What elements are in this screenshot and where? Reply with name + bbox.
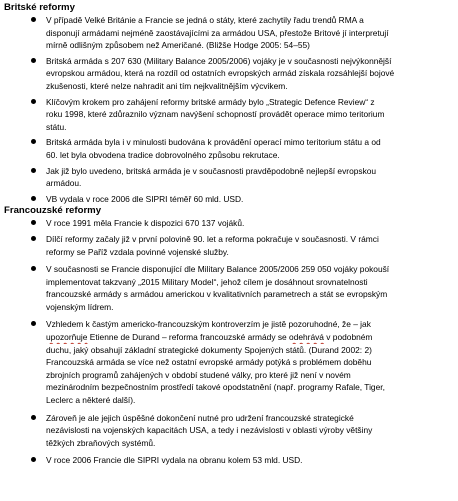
list-item — [0, 233, 458, 258]
list-item — [0, 193, 458, 206]
text-line: V roce 1991 měla Francie k dispozici 670 137 vojáků. — [46, 218, 245, 229]
list-item — [0, 412, 458, 450]
list-item — [0, 165, 458, 190]
text-line: reformy se Paříž vzdala povinné vojenské služby. — [46, 246, 229, 257]
text-line: mírně odlišným způsobem než Američané. (Bližše Hodge 2005: 54–55) — [46, 40, 310, 51]
bullet-icon — [31, 58, 36, 63]
list-item — [0, 14, 458, 52]
text-line: Dílčí reformy začaly již v první polovině 90. let a reforma pokračuje v současnosti. V rámci — [46, 233, 379, 244]
text-line: implementovat takzvaný „2015 Military Model“, jehož cílem je dosáhnout srovnatelnosti — [46, 276, 368, 287]
text-line: VB vydala v roce 2006 dle SIPRI téměř 60 mld. USD. — [46, 193, 244, 204]
text-line: Zároveň je ale jejich úspěšné dokončení nutné pro udržení francouzské strategické — [46, 412, 354, 423]
list-item — [0, 263, 458, 313]
text-line: disponují armádami nejméně zaostávajícími za armádou USA, přestože Britové jí interpretují — [46, 27, 389, 38]
text-line: armádou. — [46, 178, 82, 189]
bullet-icon — [31, 415, 36, 420]
text-line: Leclerc a některé další). — [46, 395, 136, 406]
bullet-list — [0, 14, 458, 205]
bullet-icon — [31, 17, 36, 22]
text-line: V současnosti se Francie disponující dle Military Balance 2005/2006 259 050 vojáky pokouší — [46, 264, 390, 275]
text-line: nezávislosti na vojenských kapacitách USA, a tedy i nezávislosti v oblasti výroby většiny — [46, 425, 373, 436]
bullet-icon — [31, 457, 36, 462]
text-line: V případě Velké Británie a Francie se jedná o státy, které zachytily řadu trendů RMA a — [46, 15, 364, 25]
text-line: upozorňuje Etienne de Durand – reforma francouzské armády se odehrává v podobném — [46, 332, 373, 343]
bullet-icon — [31, 139, 36, 144]
section-heading: Francouzské reformy — [4, 205, 102, 217]
text-line: zbrojních programů zahájených v období studené války, pro které již není v novém — [46, 369, 351, 380]
text-line: Klíčovým krokem pro zahájení reformy britské armády bylo „Strategic Defence Review“ z — [46, 96, 375, 107]
text-line: těžkých zbraňových systémů. — [46, 437, 156, 448]
text-line: státu. — [46, 121, 67, 132]
bullet-icon — [31, 236, 36, 241]
text-line: roku 1998, které zdůraznilo význam navýšení schopností provádět operace mimo teritorium — [46, 109, 385, 120]
text-line: Jak již bylo uvedeno, britská armáda je v současnosti pravděpodobně nejlepší evropskou — [46, 165, 377, 176]
text-line: vojenským lídrem. — [46, 301, 114, 312]
text-line: duchu, jaký obsahují základní strategické dokumenty Spojených států. (Durand 2002: 2) — [46, 344, 372, 355]
text-line: francouzské armády s armádou americkou v kvalitativních parametrech a stát se evropským — [46, 289, 388, 300]
list-item — [0, 136, 458, 161]
section-british-reforms — [0, 2, 458, 205]
bullet-icon — [31, 266, 36, 271]
text-line: V roce 2006 Francie dle SIPRI vydala na obranu kolem 53 mld. USD. — [46, 455, 303, 466]
text-line: zkušenosti, které nelze nahradit ani tím nejkvalitnějším výcvikem. — [46, 80, 288, 91]
list-item — [0, 55, 458, 93]
bullet-icon — [31, 99, 36, 104]
text-line: Britská armáda byla i v minulosti budována k provádění operací mimo teritorium státu a od — [46, 137, 381, 148]
text-line: 60. let byla obvodena tradice dobrovolného způsobu rekrutace. — [46, 149, 280, 160]
list-item — [0, 318, 458, 406]
list-item — [0, 217, 458, 230]
list-item — [0, 96, 458, 134]
text-line: Britská armáda s 207 630 (Military Balance 2005/2006) vojáky je v současnosti nejvýkonnější — [46, 55, 392, 66]
section-heading: Britské reformy — [4, 2, 75, 13]
text-line: mezinárodním bezpečnostním prostředí takové opodstatnění (např. programy Rafale, Tiger, — [46, 382, 385, 393]
bullet-icon — [31, 321, 36, 326]
bullet-icon — [31, 220, 36, 225]
section-french-reforms — [0, 205, 458, 467]
bullet-list — [0, 217, 458, 467]
list-item — [0, 454, 458, 467]
bullet-icon — [31, 168, 36, 173]
text-line: evropskou armádou, která na rozdíl od ostatních evropských armád získala rozsáhlejší bojové — [46, 68, 395, 79]
text-line: Francouzská armáda se více než ostatní evropské armády potýká s problémem doběhu — [46, 357, 372, 368]
text-line: Vzhledem k častým americko-francouzským kontroverzím je jistě pozoruhodné, že – jak — [46, 319, 371, 330]
bullet-icon — [31, 196, 36, 201]
